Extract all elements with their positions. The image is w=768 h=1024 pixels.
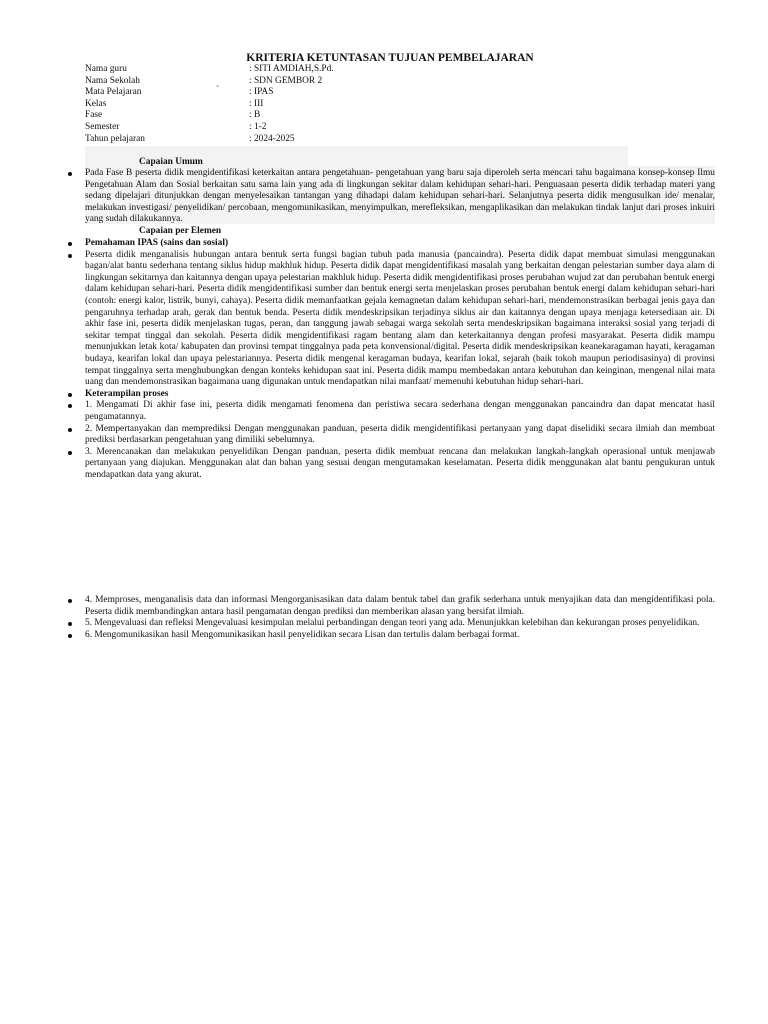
list-item [85, 168, 715, 226]
list-item [85, 595, 715, 618]
info-value: : IPAS [249, 87, 274, 98]
info-label: Mata Pelajaran [85, 87, 142, 98]
list-item [85, 238, 715, 250]
keterampilan-item: 2. Mempertanyakan dan memprediksi Dengan menggunakan panduan, peserta didik mengidentifikasi pertanyaan yang dapat diselidiki secara ilmiah dan membuat prediksi berdasarkan pengetahuan yang dimiliki sebelumnya. [85, 423, 715, 446]
stray-mark: ` [216, 85, 220, 96]
info-row-nama-sekolah [85, 76, 485, 88]
info-label: Kelas [85, 98, 107, 109]
info-row-fase [85, 110, 485, 122]
keterampilan-item: 5. Mengevaluasi dan refleksi Mengevaluasi kesimpulan melalui perbandingan dengan teori yang ada. Menunjukkan kelebihan dan kekurangan proses penyelidikan. [85, 618, 700, 629]
bullet-icon [68, 242, 72, 246]
info-row-kelas [85, 99, 485, 111]
info-value: : SITI AMDIAH,S.Pd. [249, 64, 334, 74]
keterampilan-item: 3. Merencanakan dan melakukan penyelidikan Dengan panduan, peserta didik membuat rencana dan melakukan langkah-langkah operasional untuk menjawab pertanyaan yang diajukan. Menggunakan alat dan bahan yang sesuai dengan mengutamakan keselamatan. Peserta didik menggunakan alat bantu pengukuran untuk mendapatkan data yang akurat. [85, 446, 715, 480]
list-item [85, 424, 715, 447]
bullet-icon [68, 451, 72, 455]
info-value: : 2024-2025 [249, 133, 295, 144]
list-item [85, 630, 715, 642]
info-row-nama-guru [85, 64, 485, 76]
info-row-mata-pelajaran [85, 87, 485, 99]
bullet-icon [68, 172, 72, 176]
keterampilan-list-continued [85, 595, 715, 641]
info-value: : III [249, 98, 264, 109]
list-item [85, 447, 715, 482]
list-item [85, 618, 715, 630]
list-item [85, 250, 715, 389]
list-item [85, 400, 715, 423]
info-table [85, 64, 485, 145]
info-value: : SDN GEMBOR 2 [249, 75, 323, 86]
capaian-umum-text: Pada Fase B peserta didik mengidentifikasi keterkaitan antara pengetahuan- pengetahuan yang baru saja diperoleh serta mencari tahu bagaimana konsep-konsep Ilmu Pengetahuan Alam dan Sosial berkaitan satu sama lain yang ada di lingkungan sekitar dalam kehidupan sehari-hari. Penguasaan peserta didik terhadap materi yang sedang dipelajari ditunjukkan dengan menyelesaikan tantangan yang dihadapi dalam kehidupan sehari-hari. Selanjutnya peserta didik mengusulkan ide/ menalar, melakukan investigasi/ penyelidikan/ percobaan, mengomunikasikan, menyimpulkan, merefleksikan, mengaplikasikan dan melakukan tindak lanjut dari proses inkuiri yang sudah dilakukannya. [85, 168, 715, 225]
heading-capaian-umum: Capaian Umum [139, 157, 203, 167]
info-label: Nama guru [85, 64, 127, 74]
info-label: Semester [85, 121, 120, 132]
pemahaman-text: Peserta didik menganalisis hubungan antara bentuk serta fungsi bagian tubuh pada manusia (pancaindra). Peserta didik dapat membuat simulasi menggunakan bagan/alat bantu sederhana tentang siklus hidup makhluk hidup. Peserta didik dapat mengidentifikasi masalah yang berkaitan dengan pelestarian sumber daya alam di lingkungan sekitarnya dan kaitannya dengan upaya pelestarian makhluk hidup. Peserta didik mengidentifikasi proses perubahan wujud zat dan perubahan bentuk energi dalam kehidupan sehari-hari. Peserta didik mengidentifikasi sumber dan bentuk energi serta menjelaskan proses perubahan bentuk energi dalam kehidupan sehari-hari (contoh: energi kalor, listrik, bunyi, cahaya). Peserta didik memanfaatkan gejala kemagnetan dalam kehidupan sehari-hari, mendemonstrasikan berbagai jenis gaya dan pengaruhnya terhadap arah, gerak dan bentuk benda. Peserta didik mendeskripsikan terjadinya siklus air dan kaitannya dengan upaya menjaga ketersediaan air. Di akhir fase ini, peserta didik menjelaskan tugas, peran, dan tanggung jawab sebagai warga sekolah serta mendeskripsikan bagaimana interaksi sosial yang terjadi di sekitar tempat tinggal dan sekolah. Peserta didik mengidentifikasi ragam bentang alam dan keterkaitannya dengan profesi masyarakat. Peserta didik mampu menunjukkan letak kota/ kabupaten dan provinsi tempat tinggalnya pada peta konvensional/digital. Peserta didik mendeskripsikan keanekaragaman hayati, keragaman budaya, kearifan lokal dan upaya pelestariannya. Peserta didik mengenal keragaman budaya, kearifan lokal, sejarah (baik tokoh maupun periodisasinya) di provinsi tempat tinggalnya serta menghubungkan dengan konteks kehidupan saat ini. Peserta didik mampu membedakan antara kebutuhan dan keinginan, mengenal nilai mata uang dan mendemonstrasikan bagaimana uang digunakan untuk mendapatkan nilai manfaat/ memenuhi kebutuhan hidup sehari-hari. [85, 249, 715, 388]
bullet-icon [68, 393, 72, 397]
bullet-icon [68, 428, 72, 432]
keterampilan-item: 1. Mengamati Di akhir fase ini, peserta didik mengamati fenomena dan peristiwa secara sederhana dengan menggunakan pancaindra dan dapat mencatat hasil pengamatannya. [85, 400, 715, 422]
document-title: KRITERIA KETUNTASAN TUJUAN PEMBELAJARAN [246, 52, 534, 64]
keterampilan-item: 4. Memproses, menganalisis data dan informasi Mengorganisasikan data dalam bentuk tabel dan grafik sederhana untuk menyajikan data dan mengidentifikasi pola. Peserta didik membandingkan antara hasil pengamatan dengan prediksi dan memberikan alasan yang bersifat ilmiah. [85, 595, 715, 617]
capaian-umum-list [85, 168, 715, 226]
list-item [85, 389, 715, 401]
bullet-icon [68, 599, 72, 603]
bullet-icon [68, 622, 72, 626]
pemahaman-title: Pemahaman IPAS (sains dan sosial) [85, 238, 229, 248]
info-label: Tahun pelajaran [85, 133, 145, 144]
keterampilan-item: 6. Mengomunikasikan hasil Mengomunikasikan hasil penyelidikan secara Lisan dan tertulis dalam berbagai format. [85, 629, 520, 640]
capaian-elemen-list [85, 238, 715, 481]
info-label: Fase [85, 110, 103, 121]
bullet-icon [68, 254, 72, 258]
info-row-tahun-pelajaran [85, 134, 485, 146]
keterampilan-title: Keterampilan proses [85, 388, 169, 399]
info-value: : 1-2 [249, 121, 267, 132]
info-value: : B [249, 110, 261, 121]
info-row-semester [85, 122, 485, 134]
info-label: Nama Sekolah [85, 75, 140, 86]
bullet-icon [68, 634, 72, 638]
bullet-icon [68, 404, 72, 408]
heading-capaian-per-elemen: Capaian per Elemen [139, 226, 222, 236]
